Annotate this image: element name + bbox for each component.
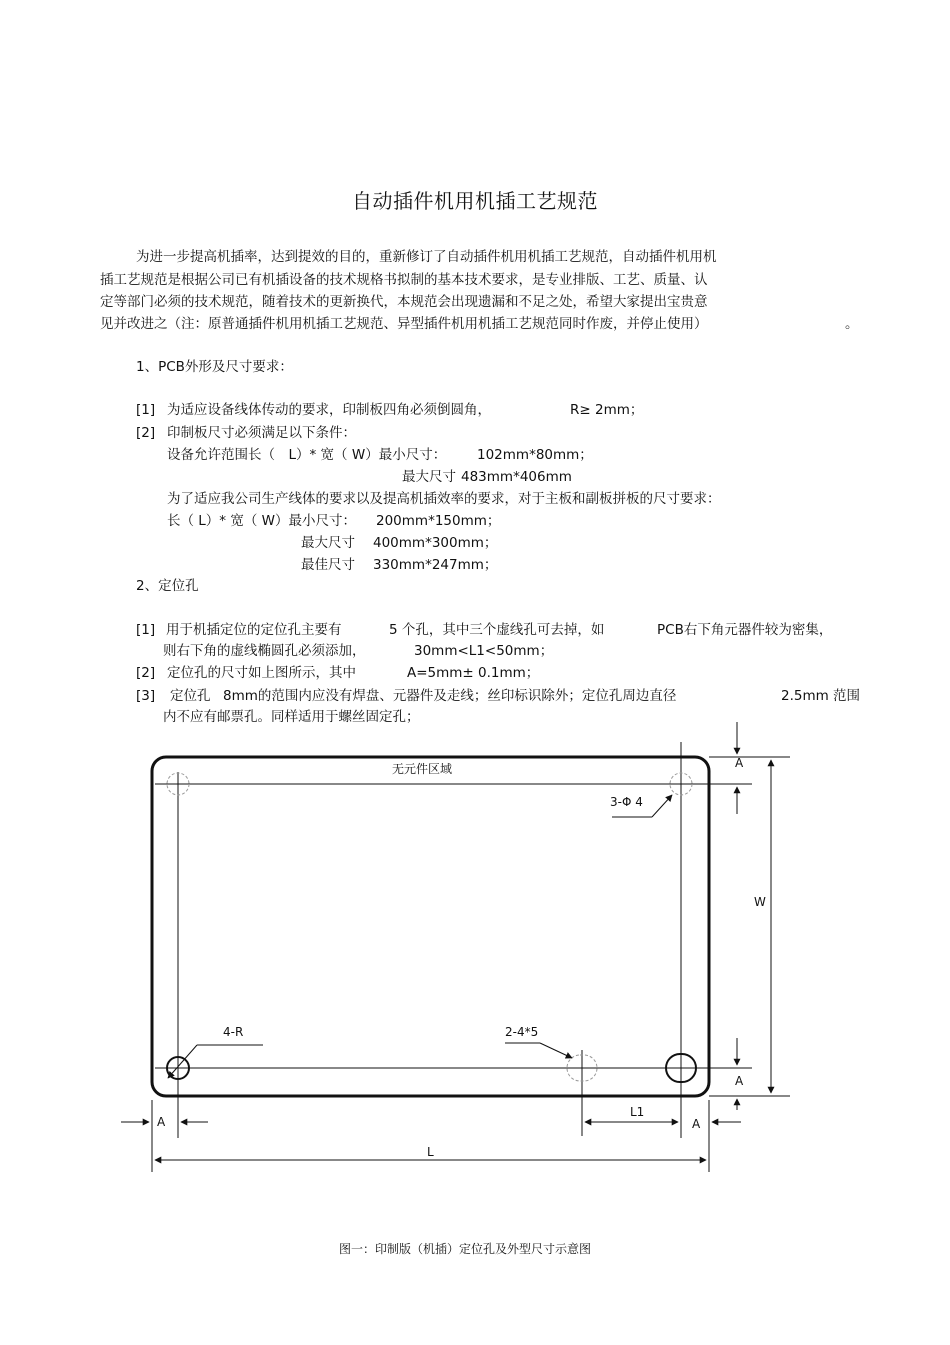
slot-spec-label: 2-4*5 — [505, 1025, 539, 1039]
s1-item1-num: [1] — [136, 402, 156, 418]
l1-dimension-label: L1 — [630, 1105, 645, 1119]
document-title: 自动插件机用机插工艺规范 — [352, 189, 598, 213]
panel-requirement: 为了适应我公司生产线体的要求以及提高机插效率的要求，对于主板和副板拼板的尺寸要求： — [167, 491, 721, 507]
range-min-value: 102mm*80mm； — [477, 447, 593, 463]
panel-best-value: 330mm*247mm； — [373, 557, 498, 573]
s2-item3-a: 定位孔 — [170, 688, 211, 704]
length-dimension-label: L — [427, 1145, 434, 1159]
section2-heading: 2、定位孔 — [136, 578, 199, 594]
s2-item1-num: [1] — [136, 622, 156, 638]
leader-lines — [168, 795, 672, 1078]
s2-item2-num: [2] — [136, 665, 156, 681]
s2-item2-b: A=5mm± 0.1mm； — [407, 665, 540, 681]
a-dimension-left: A — [157, 1115, 166, 1129]
s1-item1-text: 为适应设备线体传动的要求，印制板四角必须倒圆角， — [167, 402, 491, 418]
range-max-label: 最大尺寸 — [402, 469, 456, 485]
s2-item2-a: 定位孔的尺寸如上图所示，其中 — [167, 665, 356, 681]
s2-item1-a: 用于机插定位的定位孔主要有 — [166, 622, 342, 638]
panel-best-label: 最佳尺寸 — [301, 557, 355, 573]
panel-max-value: 400mm*300mm； — [373, 535, 498, 551]
figure-caption: 图一：印制版（机插）定位孔及外型尺寸示意图 — [338, 1242, 591, 1256]
dimension-lines — [121, 722, 790, 1172]
hole-centerlines — [155, 742, 752, 1138]
range-label: 设备允许范围长（ L）* 宽（ W）最小尺寸： — [167, 447, 447, 463]
s2-item1-c: PCB右下角元器件较为密集， — [657, 622, 833, 638]
intro-line-4: 见并改进之（注：原普通插件机用机插工艺规范、异型插件机用机插工艺规范同时作废，并停止使用） — [100, 316, 708, 332]
intro-line-1: 为进一步提高机插率，达到提效的目的，重新修订了自动插件机用机插工艺规范，自动插件机用机 — [136, 249, 717, 265]
corner-radius-label: 4-R — [223, 1025, 244, 1039]
s2-item3-d: 内不应有邮票孔。同样适用于螺丝固定孔； — [163, 709, 420, 725]
hole-spec-label: 3-Φ 4 — [610, 795, 643, 809]
s2-item3-num: [3] — [136, 688, 156, 704]
panel-min-label: 长（ L）* 宽（ W）最小尺寸： — [167, 513, 356, 529]
s1-item2-num: [2] — [136, 425, 156, 441]
panel-min-value: 200mm*150mm； — [376, 513, 501, 529]
a-dimension-bottom: A — [735, 1074, 744, 1088]
width-dimension-label: W — [754, 895, 766, 909]
intro-line-2: 插工艺规范是根据公司已有机插设备的技术规格书拟制的基本技术要求，是专业排版、工艺、质量、认 — [100, 272, 708, 288]
a-dimension-right: A — [692, 1117, 701, 1131]
section1-heading: 1、PCB外形及尺寸要求： — [136, 359, 293, 375]
no-component-area-label: 无元件区域 — [392, 762, 453, 776]
intro-line-3: 定等部门必须的技术规范，随着技术的更新换代，本规范会出现遗漏和不足之处，希望大家提出宝贵意 — [100, 294, 708, 310]
intro-period: 。 — [845, 316, 859, 332]
panel-max-label: 最大尺寸 — [301, 535, 355, 551]
s2-item1-b: 5 个孔，其中三个虚线孔可去掉，如 — [389, 622, 605, 638]
s2-item3-c: 2.5mm 范围 — [781, 688, 861, 704]
s2-item1-e: 30mm<L1<50mm； — [414, 643, 554, 659]
range-max-value: 483mm*406mm — [461, 469, 572, 485]
s1-item1-value: R≥ 2mm； — [570, 402, 644, 418]
s2-item1-d: 则右下角的虚线椭圆孔必须添加， — [163, 643, 366, 659]
a-dimension-top: A — [735, 756, 744, 770]
s1-item2-text: 印制板尺寸必须满足以下条件： — [167, 425, 356, 441]
s2-item3-b: 8mm的范围内应没有焊盘、元器件及走线；丝印标识除外；定位孔周边直径 — [223, 688, 677, 704]
